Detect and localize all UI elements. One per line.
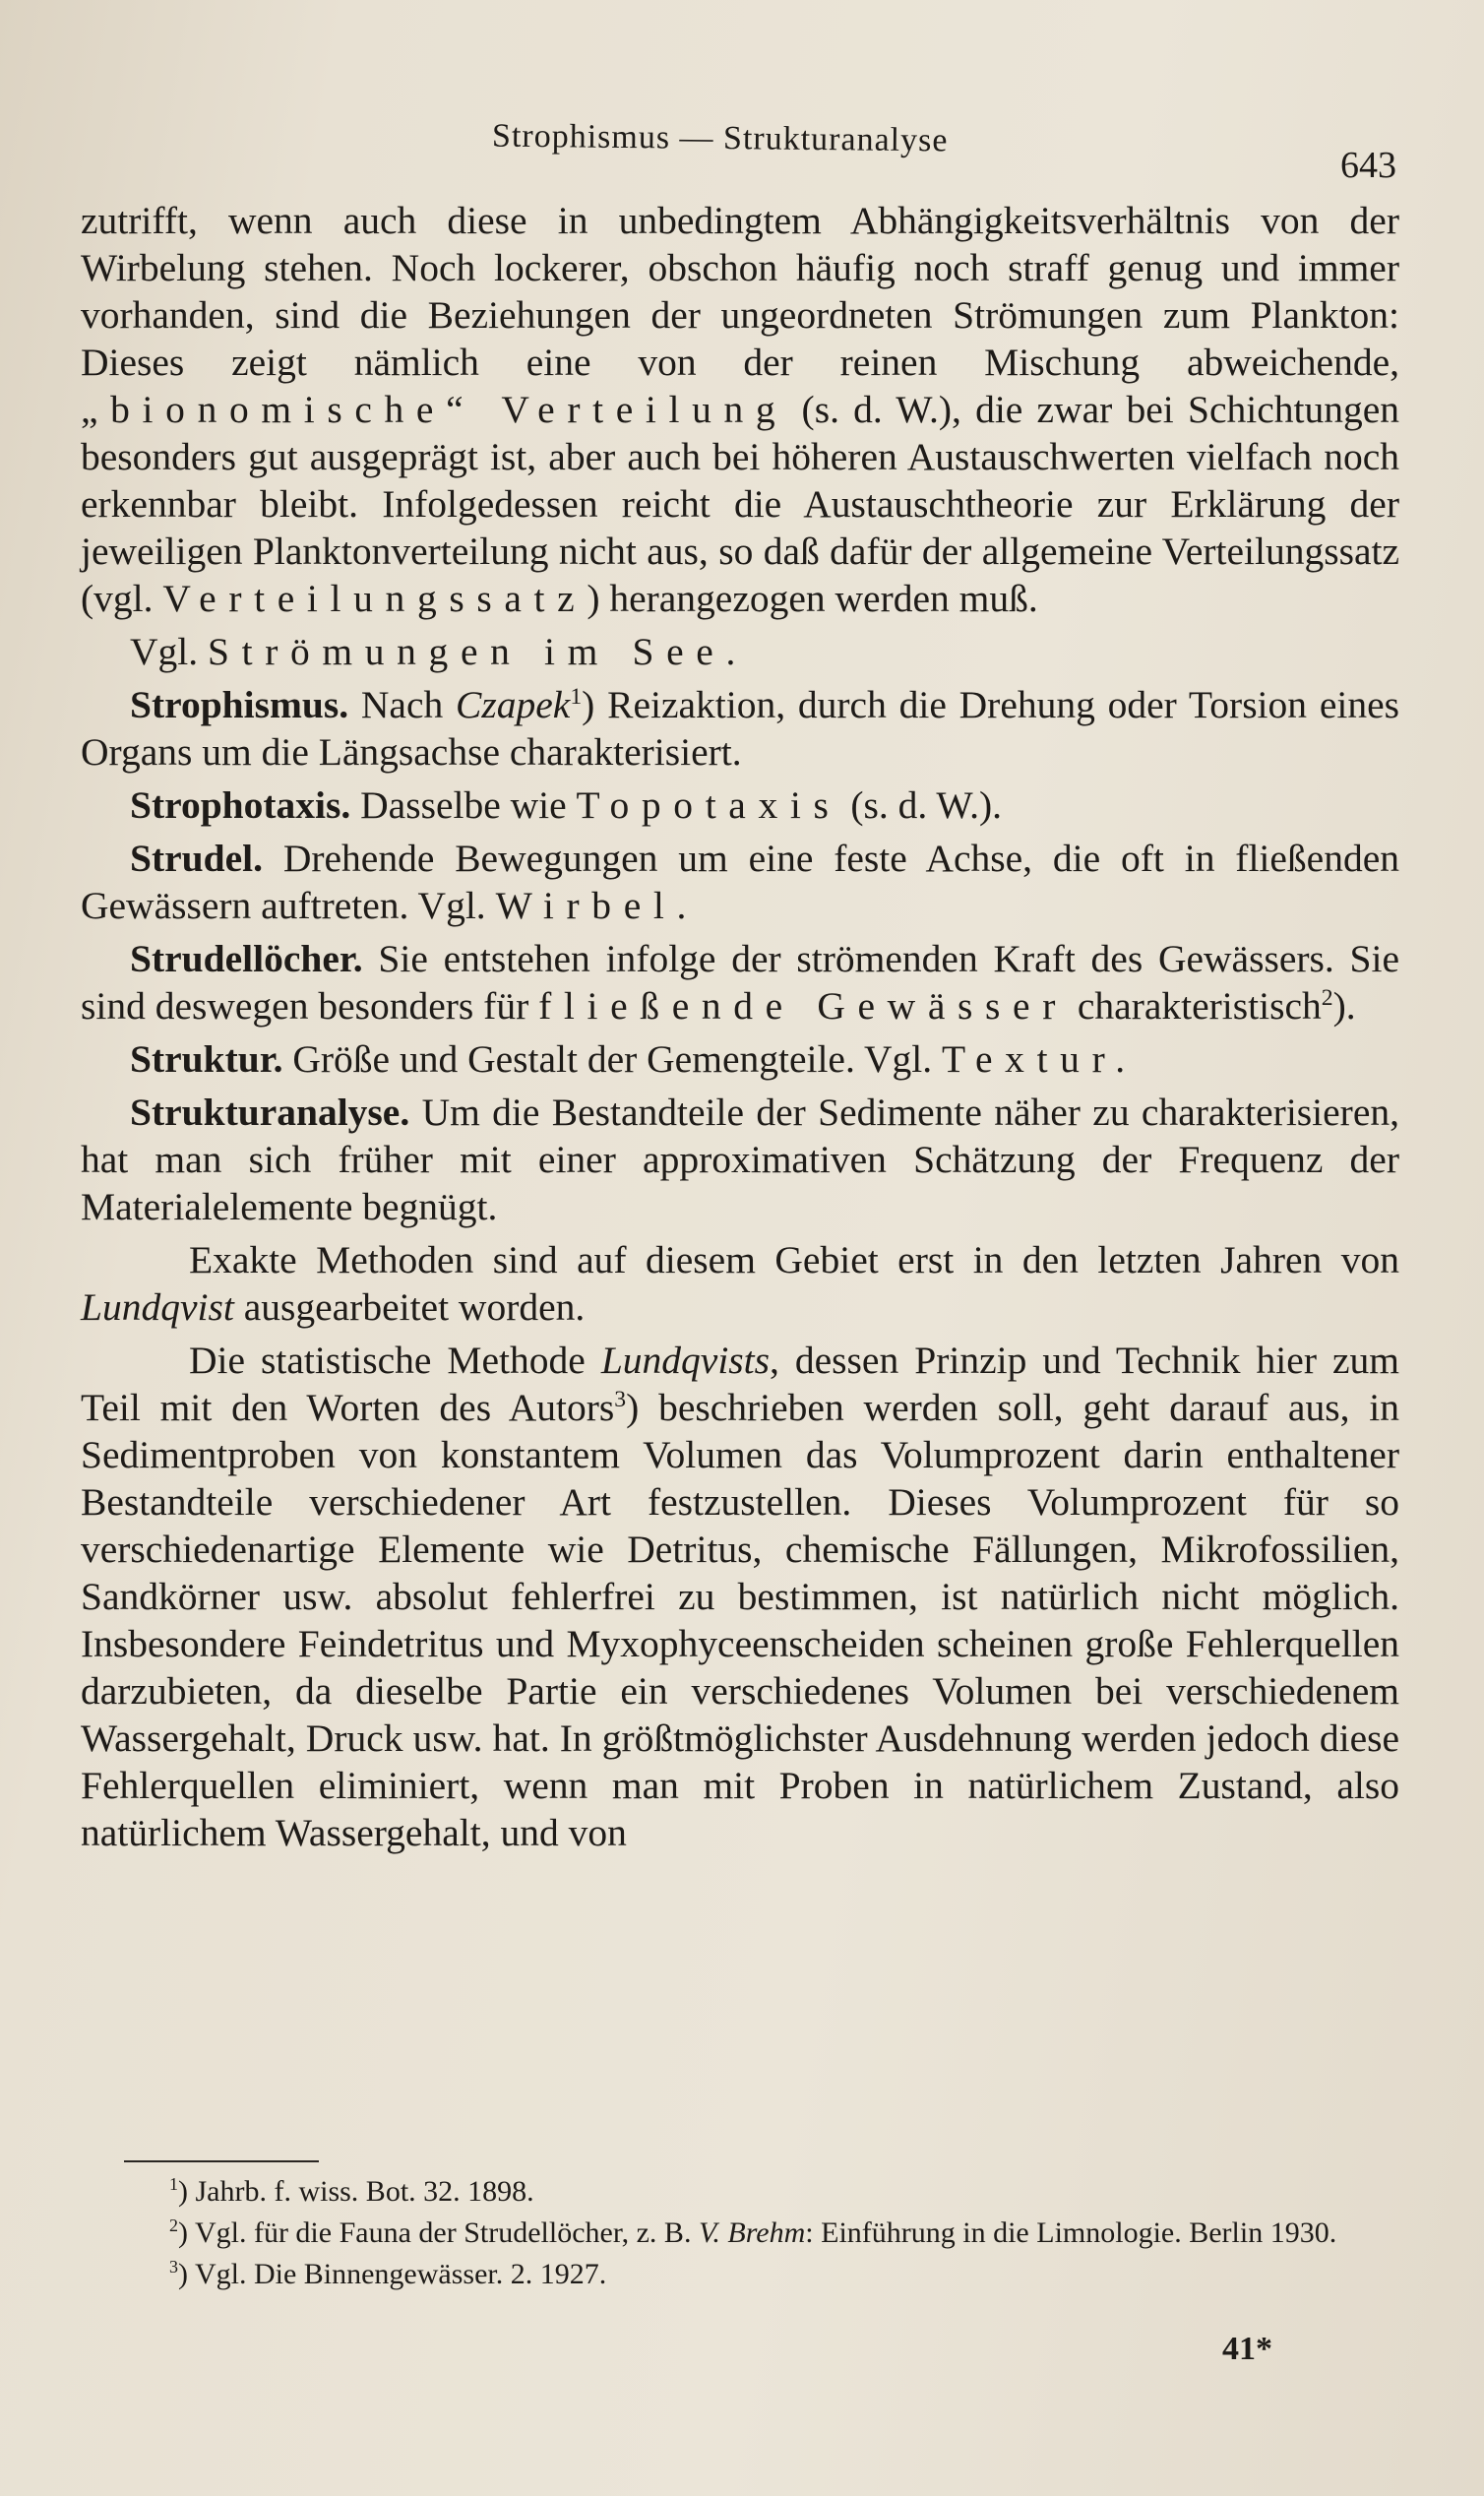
entry-struktur: Struktur. Größe und Gestalt der Gemengteile. Vgl. Textur. <box>130 1037 1138 1081</box>
paragraph-exakte-methoden: Exakte Methoden sind auf diesem Gebiet erst in den letzten Jahren von Lundqvist ausgearbeitet worden. <box>81 1238 1399 1329</box>
body-text <box>81 197 1399 1862</box>
footnote-2: $^2$) Vgl. für die Fauna der Strudellöcher, z. B. V. Brehm: Einführung in die Limnologie. Berlin 1930. <box>169 2215 1337 2249</box>
page-number: 643 <box>1340 145 1396 186</box>
footnote-1: $^1$) Jahrb. f. wiss. Bot. 32. 1898. <box>169 2174 534 2208</box>
entry-term: Strophismus. <box>130 683 349 726</box>
page-header <box>0 116 1484 186</box>
entry-strophotaxis: Strophotaxis. Dasselbe wie Topotaxis (s. d. W.). <box>130 783 1002 827</box>
entry-strophismus: Strophismus. Nach Czapek$^1$) Reizaktion, durch die Drehung oder Torsion eines Organs um die Längsachse charakterisiert. <box>81 683 1399 774</box>
entry-term: Strophotaxis. <box>130 783 351 827</box>
footnotes <box>81 2173 1399 2297</box>
footnote-divider <box>124 2160 319 2162</box>
footnote-3: $^3$) Vgl. Die Binnengewässer. 2. 1927. <box>169 2257 607 2290</box>
entry-strudel: Strudel. Drehende Bewegungen um eine feste Achse, die oft in fließenden Gewässern auftreten. Vgl. Wirbel. <box>81 837 1399 927</box>
entry-term: Struktur. <box>130 1037 283 1081</box>
entry-term: Strudel. <box>130 837 263 880</box>
entry-strudelloecher: Strudellöcher. Sie entstehen infolge der strömenden Kraft des Gewässers. Sie sind deswegen besonders für fließende Gewässer charakteristisch$^2$). <box>81 937 1399 1028</box>
running-title: Strophismus — Strukturanalyse <box>491 117 949 159</box>
cross-reference: Vgl. Strömungen im See. <box>130 630 748 673</box>
paragraph-statistische-methode: Die statistische Methode Lundqvists, dessen Prinzip und Technik hier zum Teil mit den Worten des Autors$^3$) beschrieben werden soll, geht darauf aus, in Sedimentproben von konstantem Volumen das Volumprozent darin enthaltener Bestandteile verschiedener Art festzustellen. Dieses Volumprozent für so verschiedenartige Elemente wie Detritus, chemische Fällungen, Mikrofossilien, Sandkörner usw. absolut fehlerfrei zu bestimmen, ist natürlich nicht möglich. Insbesondere Feindetritus und Myxophyceenscheiden scheinen große Fehlerquellen darzubieten, da dieselbe Partie ein verschiedenes Volumen bei verschiedenem Wassergehalt, Druck usw. hat. In größtmöglichster Ausdehnung werden jedoch diese Fehlerquellen eliminiert, wenn man mit Proben in natürlichem Zustand, also natürlichem Wassergehalt, und von <box>81 1339 1399 1854</box>
signature-mark: 41* <box>1222 2331 1272 2367</box>
entry-strukturanalyse: Strukturanalyse. Um die Bestandteile der Sedimente näher zu charakterisieren, hat man sich früher mit einer approximativen Schätzung der Frequenz der Materialelemente begnügt. <box>81 1091 1399 1228</box>
paragraph-continuation: zutrifft, wenn auch diese in unbedingtem Abhängigkeitsverhältnis von der Wirbelung stehen. Noch lockerer, obschon häufig noch straff genug und immer vorhanden, sind die Beziehungen der ungeordneten Strömungen zum Plankton: Dieses zeigt nämlich eine von der reinen Mischung abweichende, „bionomische“ Verteilung (s. d. W.), die zwar bei Schichtungen besonders gut ausgeprägt ist, aber auch bei höheren Austauschwerten vielfach noch erkennbar bleibt. Infolgedessen reicht die Austauschtheorie zur Erklärung der jeweiligen Planktonverteilung nicht aus, so daß dafür der allgemeine Verteilungssatz (vgl. Verteilungssatz) herangezogen werden muß. <box>81 199 1399 620</box>
entry-term: Strudellöcher. <box>130 937 363 980</box>
entry-term: Strukturanalyse. <box>130 1091 410 1134</box>
